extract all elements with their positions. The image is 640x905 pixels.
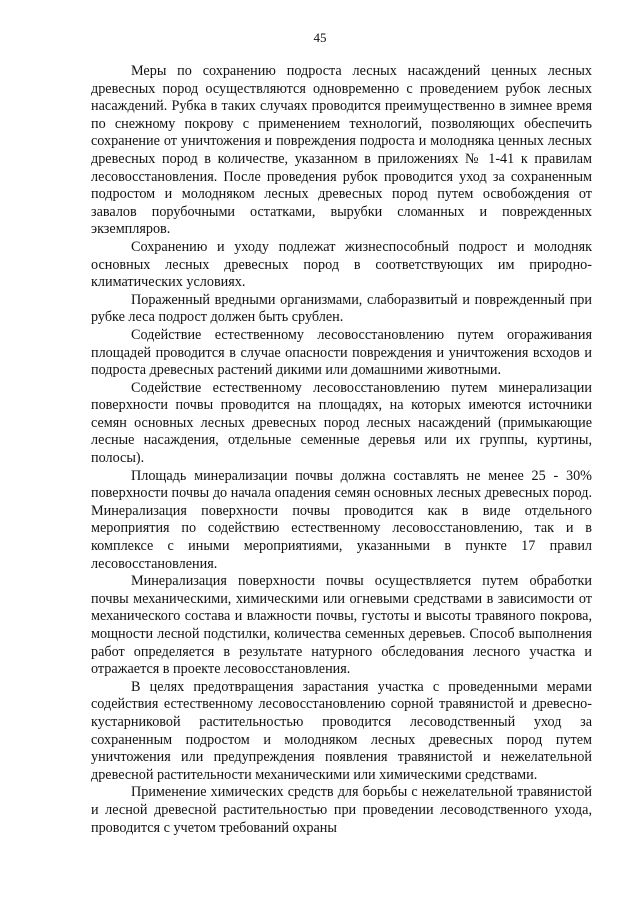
paragraph-1: Меры по сохранению подроста лесных насаждений ценных лесных древесных пород осуществляются одновременно с проведением рубок лесных насаждений. Рубка в таких случаях проводится преимущественно в зимнее время по снежному покрову с применением технологий, позволяющих обеспечить сохранение от уничтожения и повреждения подроста и молодняка ценных лесных древесных пород в количестве, указанном в приложениях № 1-41 к правилам лесовосстановления. После проведения рубок проводится уход за сохраненным подростом и молодняком лесных древесных пород путем освобождения от завалов порубочными остатками, вырубки сломанных и поврежденных экземпляров.	[91, 63, 592, 238]
paragraph-7: Минерализация поверхности почвы осуществляется путем обработки почвы механическими, химическими или огневыми средствами в зависимости от механического состава и влажности почвы, густоты и высоты травяного покрова, мощности лесной подстилки, количества семенных деревьев. Способ выполнения работ определяется в результате натурного обследования лесного участка и отражается в проекте лесовосстановления.	[91, 573, 592, 678]
paragraph-6: Площадь минерализации почвы должна составлять не менее 25 - 30% поверхности почвы до начала опадения семян основных лесных древесных пород. Минерализация поверхности почвы проводится как в виде отдельного мероприятия по содействию естественному лесовосстановлению, так и в комплексе с иными мероприятиями, указанными в пункте 17 правил лесовосстановления.	[91, 467, 592, 572]
document-body	[91, 63, 592, 837]
paragraph-4: Содействие естественному лесовосстановлению путем огораживания площадей проводится в случае опасности повреждения и уничтожения всходов и подроста древесных растений дикими или домашними животными.	[91, 326, 592, 379]
paragraph-9: Применение химических средств для борьбы с нежелательной травянистой и лесной древесной растительностью при проведении лесоводственного ухода, проводится с учетом требований охраны	[91, 784, 592, 836]
page-number: 45	[313, 30, 327, 45]
paragraph-5: Содействие естественному лесовосстановлению путем минерализации поверхности почвы проводится на площадях, на которых имеются источники семян основных лесных древесных пород лесных насаждений (примыкающие лесные насаждения, отдельные семенные деревья или их группы, куртины, полосы).	[91, 379, 592, 467]
paragraph-2: Сохранению и уходу подлежат жизнеспособный подрост и молодняк основных лесных древесных пород в соответствующих им природно-климатических условиях.	[91, 238, 592, 291]
paragraph-8: В целях предотвращения зарастания участка с проведенными мерами содействия естественному лесовосстановлению сорной травянистой и древесно-кустарниковой растительностью проводится лесоводственный уход за сохраненным подростом и молодняком лесных древесных пород путем уничтожения или предупреждения появления травянистой и нежелательной древесной растительности механическими или химическими средствами.	[91, 678, 592, 783]
paragraph-3: Пораженный вредными организмами, слаборазвитый и поврежденный при рубке леса подрост должен быть срублен.	[91, 291, 592, 326]
